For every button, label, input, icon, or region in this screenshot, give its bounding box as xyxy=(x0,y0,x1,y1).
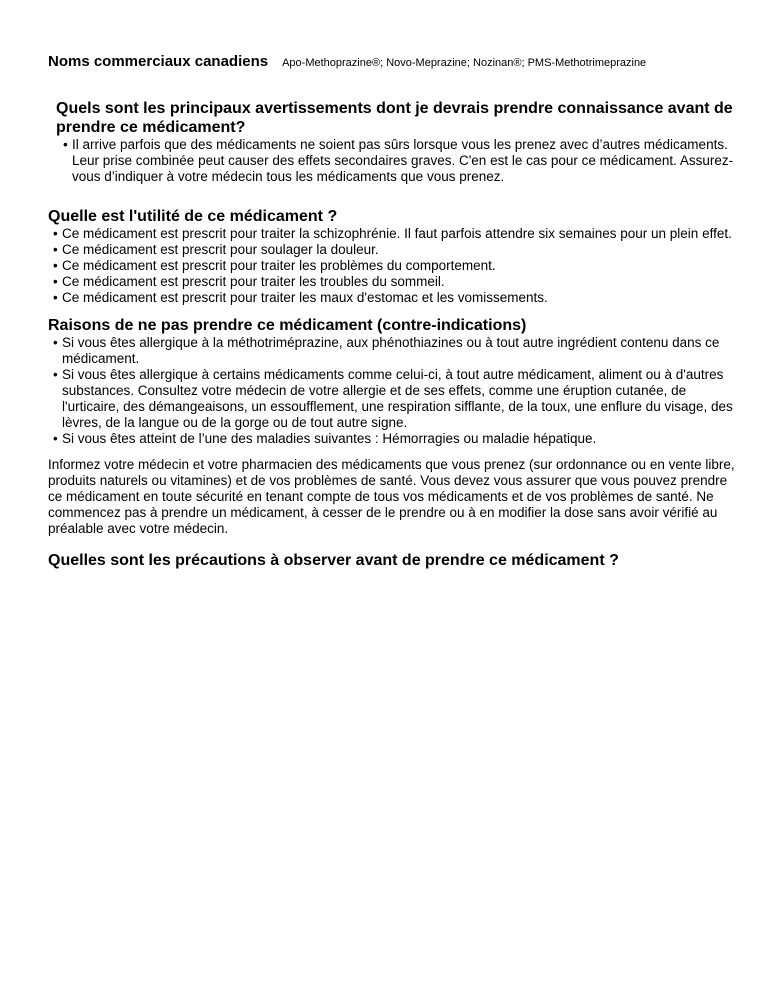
contraindications-section xyxy=(48,316,738,537)
list-item: • Il arrive parfois que des médicaments ne soient pas sûrs lorsque vous les prenez avec d’autres médicaments. Leur prise combinée peut causer des effets secondaires graves. C'en est le cas pour ce médicament. Assurez-vous d’indiquer à votre médecin tous les médicaments que vous prenez. xyxy=(63,137,734,184)
list-item: • Ce médicament est prescrit pour traiter la schizophrénie. Il faut parfois attendre six semaines pour un plein effet. xyxy=(53,226,732,241)
list-item: • Ce médicament est prescrit pour traiter les problèmes du comportement. xyxy=(53,258,496,273)
list-item: • Ce médicament est prescrit pour traiter les maux d'estomac et les vomissements. xyxy=(53,290,548,305)
list-item: • Si vous êtes allergique à certains médicaments comme celui-ci, à tout autre médicament, aliment ou à d'autres substances. Consultez votre médecin de votre allergie et de ses effets, comme une éruption cutanée, de l'urticaire, des démangeaisons, un essoufflement, une respiration sifflante, de la toux, une enflure du visage, des lèvres, de la langue ou de la gorge ou de tout autre signe. xyxy=(53,367,733,430)
uses-heading: Quelle est l'utilité de ce médicament ? xyxy=(48,208,338,225)
uses-list xyxy=(48,226,738,306)
brand-names-title: Noms commerciaux canadiens xyxy=(48,53,269,70)
inform-doctor-paragraph: Informez votre médecin et votre pharmacien des médicaments que vous prenez (sur ordonnance ou en vente libre, produits naturels ou vitamines) et de vos problèmes de santé. Vous devez vous assurer que vous pouvez prendre ce médicament en toute sécurité en tenant compte de tous vos médicaments et de vos problèmes de santé. Ne commencez pas à prendre un médicament, à cesser de le prendre ou à en modifier la dose sans avoir vérifié au préalable avec votre médecin. xyxy=(48,457,735,536)
warnings-list xyxy=(56,137,738,185)
brand-names-list: Apo-Methoprazine®; Novo-Meprazine; Nozinan®; PMS-Methotrimeprazine xyxy=(282,57,647,69)
uses-section xyxy=(48,207,738,306)
warnings-heading: Quels sont les principaux avertissements dont je devrais prendre connaissance avant de prendre ce médicament? xyxy=(56,100,733,136)
list-item: • Ce médicament est prescrit pour soulager la douleur. xyxy=(53,242,379,257)
list-item: • Ce médicament est prescrit pour traiter les troubles du sommeil. xyxy=(53,274,445,289)
precautions-section xyxy=(48,551,738,570)
document-page xyxy=(48,55,738,570)
contraindications-list xyxy=(48,335,738,447)
list-item: • Si vous êtes allergique à la méthotriméprazine, aux phénothiazines ou à tout autre ingrédient contenu dans ce médicament. xyxy=(53,335,720,366)
precautions-heading: Quelles sont les précautions à observer avant de prendre ce médicament ? xyxy=(48,552,619,569)
list-item: • Si vous êtes atteint de l’une des maladies suivantes : Hémorragies ou maladie hépatique. xyxy=(53,431,597,446)
brand-names-line xyxy=(48,55,738,70)
warnings-section xyxy=(56,99,738,185)
contraindications-heading: Raisons de ne pas prendre ce médicament (contre-indications) xyxy=(48,317,527,334)
